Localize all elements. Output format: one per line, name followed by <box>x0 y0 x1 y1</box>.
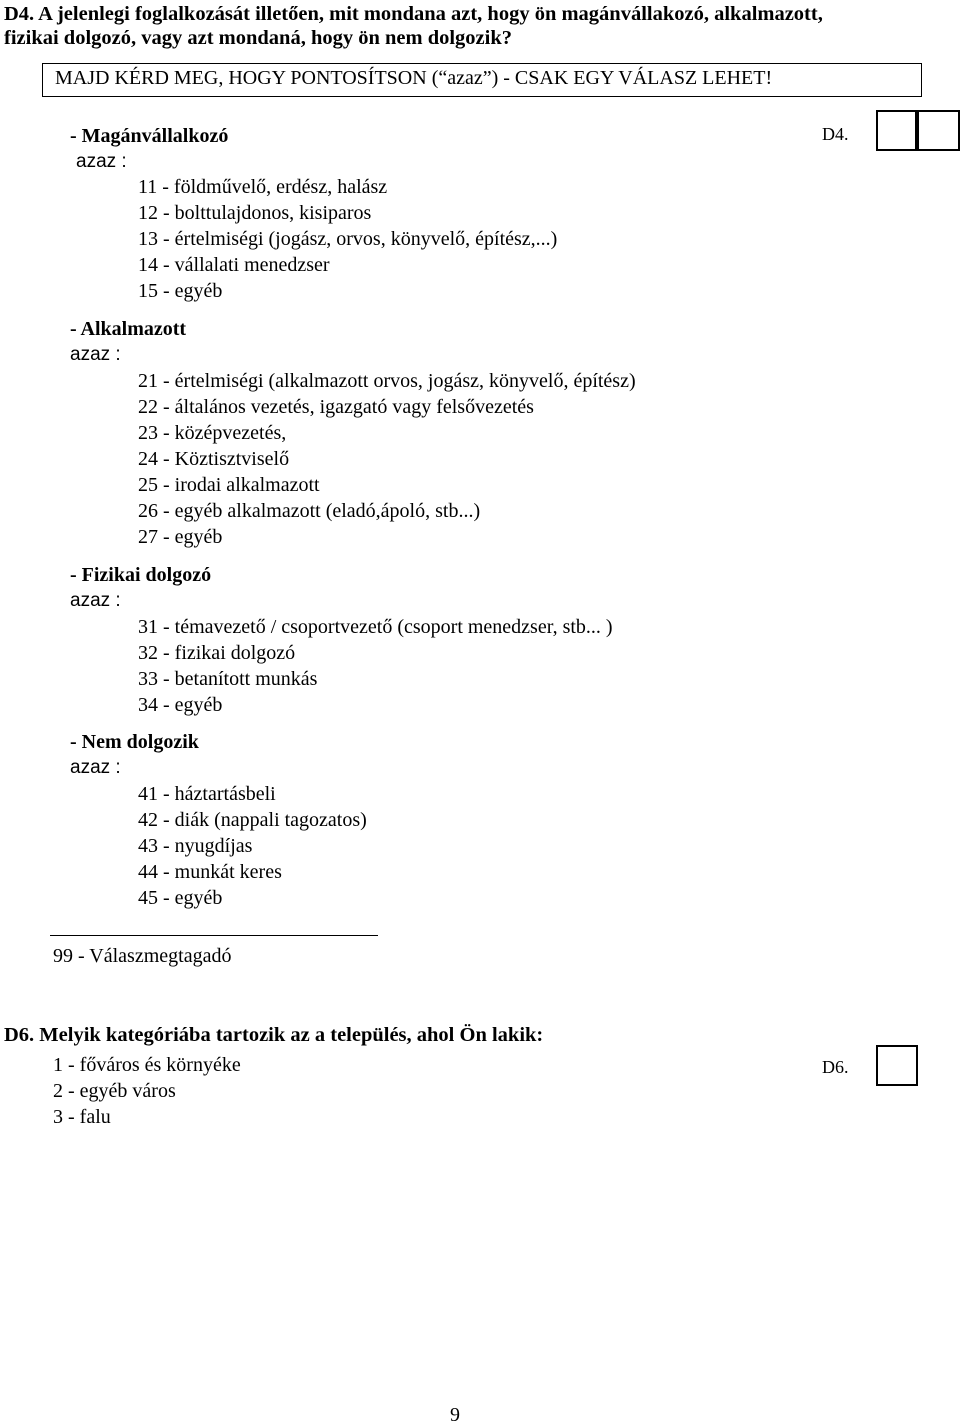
option-25: 25 - irodai alkalmazott <box>138 474 320 496</box>
d4-code-label: D4. <box>822 124 849 144</box>
option-27: 27 - egyéb <box>138 526 223 548</box>
section-title-fizikai-dolgozo: - Fizikai dolgozó <box>70 564 212 586</box>
option-33: 33 - betanított munkás <box>138 668 318 690</box>
section-azaz-label: azaz : <box>76 151 127 172</box>
option-23: 23 - középvezetés, <box>138 422 287 444</box>
option-15: 15 - egyéb <box>138 280 223 302</box>
option-24: 24 - Köztisztviselő <box>138 448 290 470</box>
option-45: 45 - egyéb <box>138 887 223 909</box>
d4-question-line-1: D4. A jelenlegi foglalkozását illetően, mit mondana azt, hogy ön magánvállakozó, alkalmazott, <box>4 3 823 25</box>
option-12: 12 - bolttulajdonos, kisiparos <box>138 202 372 224</box>
option-22: 22 - általános vezetés, igazgató vagy felsővezetés <box>138 396 534 418</box>
section-azaz-label: azaz : <box>70 590 121 611</box>
option-26: 26 - egyéb alkalmazott (eladó,ápoló, stb...) <box>138 500 481 522</box>
d6-answer-box[interactable] <box>876 1045 918 1086</box>
section-title-maganvallalkozo: - Magánvállalkozó <box>70 125 229 147</box>
option-42: 42 - diák (nappali tagozatos) <box>138 809 367 831</box>
d6-option-3: 3 - falu <box>53 1106 111 1128</box>
option-14: 14 - vállalati menedzser <box>138 254 330 276</box>
section-title-nem-dolgozik: - Nem dolgozik <box>70 731 199 753</box>
option-34: 34 - egyéb <box>138 694 223 716</box>
option-99-refusal: 99 - Válaszmegtagadó <box>53 945 232 967</box>
section-azaz-label: azaz : <box>70 757 121 778</box>
instruction-text: MAJD KÉRD MEG, HOGY PONTOSÍTSON (“azaz”) - CSAK EGY VÁLASZ LEHET! <box>55 67 773 89</box>
d6-code-label: D6. <box>822 1057 849 1077</box>
option-44: 44 - munkát keres <box>138 861 282 883</box>
option-31: 31 - témavezető / csoportvezető (csoport menedzser, stb... ) <box>138 616 613 638</box>
separator-line <box>50 935 378 936</box>
instruction-box <box>42 63 922 97</box>
section-azaz-label: azaz : <box>70 344 121 365</box>
option-13: 13 - értelmiségi (jogász, orvos, könyvelő, építész,...) <box>138 228 558 250</box>
d4-answer-box-2[interactable] <box>917 110 960 151</box>
option-11: 11 - földművelő, erdész, halász <box>138 176 388 198</box>
page-number: 9 <box>450 1404 460 1426</box>
d6-question: D6. Melyik kategóriába tartozik az a település, ahol Ön lakik: <box>4 1024 544 1046</box>
d6-option-1: 1 - főváros és környéke <box>53 1054 241 1076</box>
d4-question-line-2: fizikai dolgozó, vagy azt mondaná, hogy ön nem dolgozik? <box>4 27 512 49</box>
option-43: 43 - nyugdíjas <box>138 835 253 857</box>
d6-option-2: 2 - egyéb város <box>53 1080 176 1102</box>
option-32: 32 - fizikai dolgozó <box>138 642 296 664</box>
section-title-alkalmazott: - Alkalmazott <box>70 318 187 340</box>
d4-answer-box-1[interactable] <box>876 110 917 151</box>
option-41: 41 - háztartásbeli <box>138 783 276 805</box>
option-21: 21 - értelmiségi (alkalmazott orvos, jogász, könyvelő, építész) <box>138 370 636 392</box>
